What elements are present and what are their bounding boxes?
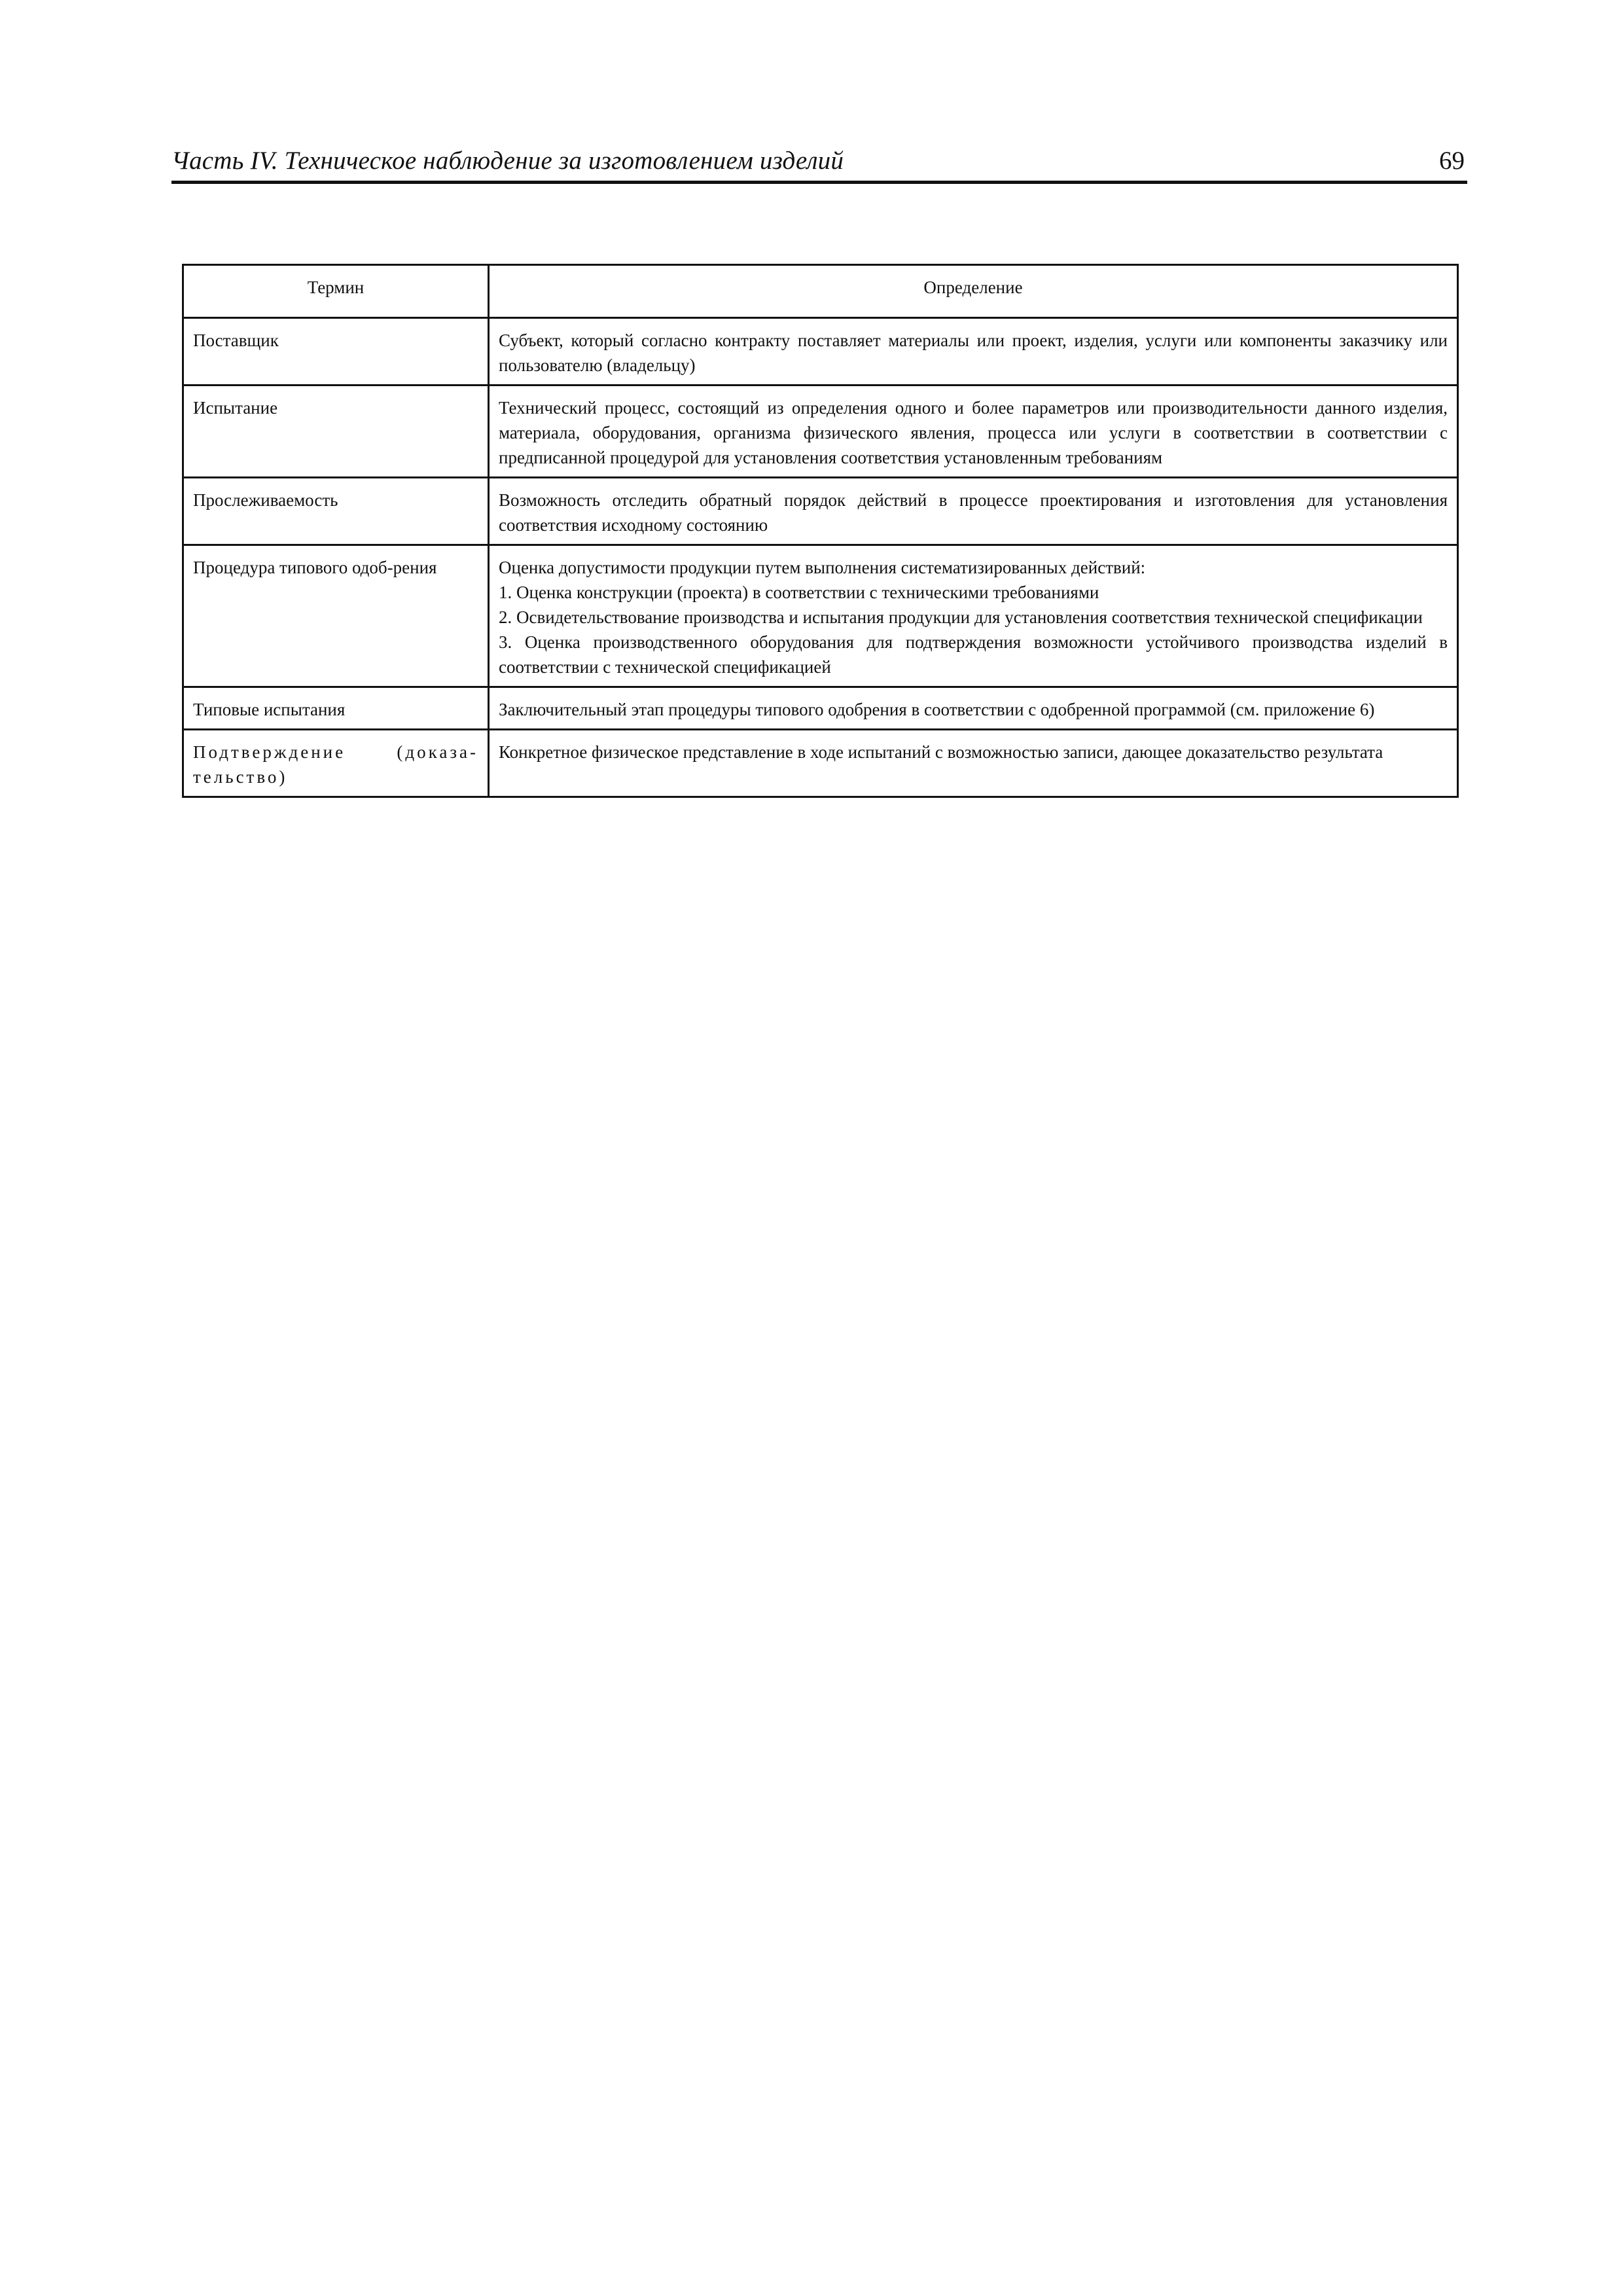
header-title: Часть IV. Техническое наблюдение за изготовлением изделий [171, 147, 844, 175]
definition-cell: Субъект, который согласно контракту поставляет материалы или проект, изделия, услуги или компоненты заказчику или пользователю (владельцу) [489, 318, 1458, 386]
term-cell: Процедура типового одоб-рения [183, 545, 489, 687]
definition-line: 1. Оценка конструкции (проекта) в соответствии с техническими требованиями [499, 583, 1099, 602]
definition-cell: Заключительный этап процедуры типового одобрения в соответствии с одобренной программой (см. приложение 6) [489, 687, 1458, 730]
table-row [183, 730, 1458, 797]
term-cell: Типовые испытания [183, 687, 489, 730]
column-header-definition: Определение [489, 265, 1458, 318]
definition-cell: Возможность отследить обратный порядок действий в процессе проектирования и изготовления для установления соответствия исходному состоянию [489, 478, 1458, 545]
terms-table [182, 264, 1459, 798]
table-row [183, 318, 1458, 386]
definition-line: Оценка допустимости продукции путем выполнения систематизированных действий: [499, 558, 1146, 577]
table-row [183, 478, 1458, 545]
definition-line: 3. Оценка производственного оборудования для подтверждения возможности устойчивого производства изделий в соответствии с технической спецификацией [499, 632, 1448, 677]
table-row [183, 386, 1458, 478]
table-row [183, 687, 1458, 730]
definition-cell: Конкретное физическое представление в ходе испытаний с возможностью записи, дающее доказательство результата [489, 730, 1458, 797]
definition-cell: Технический процесс, состоящий из определения одного и более параметров или производительности данного изделия, материала, оборудования, организма физического явления, процесса или услуги в соответствии в соответствии с предписанной процедурой для установления соответствия установленным требованиям [489, 386, 1458, 478]
table-row [183, 545, 1458, 687]
definition-cell [489, 545, 1458, 687]
definition-line: 2. Освидетельствование производства и испытания продукции для установления соответствия технической спецификации [499, 607, 1423, 627]
page-number: 69 [1439, 147, 1465, 175]
term-cell: Подтверждение (доказа-тельство) [183, 730, 489, 797]
column-header-term: Термин [183, 265, 489, 318]
term-cell: Прослеживаемость [183, 478, 489, 545]
table-header-row [183, 265, 1458, 318]
term-cell: Поставщик [183, 318, 489, 386]
term-cell: Испытание [183, 386, 489, 478]
running-header [171, 140, 1467, 184]
